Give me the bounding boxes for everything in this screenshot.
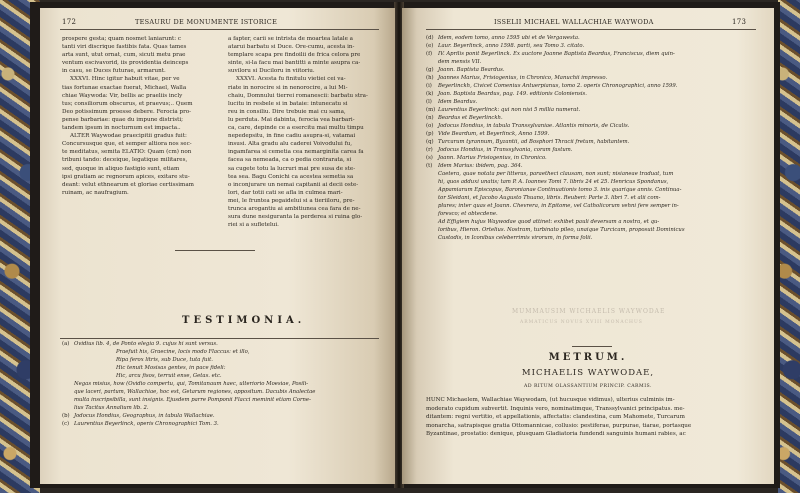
text-line: o inconjurare un nemai capitanii ai decii oste- bbox=[228, 181, 359, 188]
footnote-line bbox=[426, 34, 754, 42]
footnote-line bbox=[62, 348, 380, 356]
footnote-mark: (d) bbox=[426, 35, 434, 41]
footnote-text: Laurentius Beyerlinck: qui non nisi 5 millia numerat. bbox=[438, 107, 581, 113]
footnote-text: Joann. Marius Frisiogenius, in Chronico. bbox=[438, 155, 547, 161]
text-line: riate in norocire si in nenorocire, a lui Mi- bbox=[228, 84, 348, 91]
text-line: XXXVI. Acesta fu finitulu vietiei cei va- bbox=[236, 76, 346, 83]
footnote-mark: (l) bbox=[426, 99, 432, 105]
footnote-line bbox=[426, 170, 754, 178]
footnote-line bbox=[62, 404, 380, 412]
text-line: deant: velut ethnearum et gloriae certissimam bbox=[62, 181, 194, 188]
footnote-mark: (c) bbox=[62, 421, 70, 427]
footnote-line bbox=[426, 210, 754, 218]
footnote-text: Joan. Baptista Beardus, pag. 149. editionis Coloniensis. bbox=[438, 91, 587, 97]
testimonia-heading: TESTIMONIA. bbox=[182, 315, 306, 326]
footnote-line bbox=[426, 130, 754, 138]
text-line: ditantem: regni vertitio, et appellationis, affectatis: clandestina, cum Mahomete, Turcarum bbox=[426, 414, 685, 421]
text-line: templare scapa pre findoilii de frica celora pre bbox=[228, 52, 361, 59]
footnote-text: plures; inter quas et Joann. Chevrera, in Epitome, vel Catholicorum vehni fere semper in- bbox=[438, 203, 679, 209]
romanian-column bbox=[228, 35, 378, 229]
right-page bbox=[402, 8, 774, 484]
text-line: sed, quoque in aliquo fastigio sunt, etiam bbox=[62, 165, 180, 172]
footnote-text: Joann. Baptista Beardus. bbox=[438, 67, 505, 73]
text-line: sinte, si-la facu mai bantitti a minte asupra ca- bbox=[228, 60, 361, 67]
footnote-text: Laur. Beyerlinck, anno 1598. parti, seu Tomo 3. citato. bbox=[438, 43, 585, 49]
footnote-mark: (b) bbox=[62, 413, 70, 419]
footnote-mark: (t) bbox=[426, 163, 433, 169]
footnote-line bbox=[426, 90, 754, 98]
text-line: sa cugete totu la lucruri mai pre susa de ste- bbox=[228, 165, 356, 172]
text-line: trunca arogantiu ai ambitiunea cea fara de ne- bbox=[228, 205, 361, 212]
footnote-text: Praefuit his, Graecine, locis modo Flaccus: et illo, bbox=[116, 349, 250, 355]
footnote-line bbox=[426, 138, 754, 146]
text-line: pense barbariae: quae du impune distristi; bbox=[62, 116, 184, 123]
footnote-text: IV. Aprilis ponit Beyerlinck. Ex auctore Joanne Baptista Beardus, Franciscus, diem quin- bbox=[438, 51, 675, 57]
show-through-text: MUMMAUSIM WICHAELIS WAYWODAE bbox=[512, 308, 666, 315]
footnote-text: que laceri, partum, Wallachiae, hoc est, Getarum regiones, appositum. Dacubis Analectae bbox=[74, 389, 316, 395]
footnote-text: multa inscripsibilla, sunt insignis. Ejusdem parre Pomponii Flacci meminit etiam Corne- bbox=[74, 397, 311, 403]
text-line: facea sa nemeada, ca o pedia contrarata, si bbox=[228, 157, 352, 164]
footnote-line bbox=[426, 178, 754, 186]
footnote-line bbox=[426, 202, 754, 210]
text-line: tandem ipsum in nocturnum est impacta.. bbox=[62, 125, 181, 132]
text-line: suviloru si Duciloru in viitoriu. bbox=[228, 68, 315, 75]
section-divider bbox=[572, 346, 612, 347]
marbled-cover-right bbox=[778, 0, 800, 493]
text-line: XXXVI. Hinc igitur habuit vitae, per ve bbox=[70, 76, 180, 83]
text-line: Concursusque que, et semper altiora nos sec- bbox=[62, 141, 192, 148]
left-page bbox=[40, 8, 395, 484]
text-line: lucitu in resbele si in bataie: intunecatu si bbox=[228, 100, 348, 107]
footnote-mark: (q) bbox=[426, 139, 434, 145]
footnote-line bbox=[426, 106, 754, 114]
footnote-text: Hic, arcu fisos, terruit ense, Getas. etc. bbox=[116, 373, 222, 379]
text-line: te meditatus, semita ELATIO: Quam (cm) non bbox=[62, 149, 192, 156]
text-line: prospere gesta; quam nosmet laniarunt: c bbox=[62, 36, 182, 42]
footnote-mark: (e) bbox=[426, 43, 434, 49]
footnote-text: Ripa ferox litris, sub Duce, tuta fuit. bbox=[116, 357, 213, 363]
footnote-line bbox=[426, 42, 754, 50]
text-line: tribuni tando: deceique, legatique militares, bbox=[62, 157, 188, 164]
footnote-line bbox=[426, 218, 754, 226]
text-line: sura dune nesiguranta la perderea si ruina glo- bbox=[228, 214, 363, 221]
header-rule bbox=[60, 29, 379, 30]
footnote-text: Negas misius, how (Ovidio compertu, qui, Tomitanaum haec, ulteriorio Moesiae, Posili- bbox=[74, 381, 309, 387]
footnote-line bbox=[62, 388, 380, 396]
footnote-text: Jodocus Hondius, in tabula Transsylvaniae. Atlantis minoris, de Cicalis. bbox=[438, 123, 630, 129]
footnote-text: lius Tacitus Annalium lib. 2. bbox=[74, 405, 149, 411]
footnote-line bbox=[62, 420, 380, 428]
footnote-text: Joannes Marius, Frisiogenius, in Chronico, Manuchii impresso. bbox=[438, 75, 608, 81]
footnote-line bbox=[62, 356, 380, 364]
right-page-number: 173 bbox=[732, 18, 747, 26]
metrum-heading: METRUM. bbox=[548, 352, 628, 363]
footnote-line bbox=[426, 154, 754, 162]
footnote-line bbox=[426, 186, 754, 194]
notes-rule bbox=[60, 338, 379, 339]
footnote-text: Idem Beardus. bbox=[438, 99, 478, 105]
text-line: insusi. Alta gradu alu caderei Voivodului fu, bbox=[228, 141, 353, 148]
text-line: tea sea. Bagu Conichi ca acestea semetia sa bbox=[228, 173, 354, 180]
footnote-text: Idem, eodem tomo, anno 1595 ubi et de Vergawesta. bbox=[438, 35, 580, 41]
footnote-text: Vide Beardum, et Beyerlinck, Anno 1599. bbox=[438, 131, 550, 137]
text-line: mei, le fruntea pegaidelui si a tieriiloru, pre- bbox=[228, 197, 355, 204]
footnote-text: Ad Effigiem hujus Waywodae quod attinet: exhibet pauli deversam a nostra, et qu- bbox=[438, 219, 660, 225]
footnote-text: Beyerlinckh, Civicet Comenius Antuerpianus, tomo 2. operis Chronographici, anno 1599. bbox=[438, 83, 678, 89]
header-rule bbox=[426, 29, 756, 30]
footnote-text: Laurentius Beyerlinck, operis Chronographici Tom. 3. bbox=[74, 421, 219, 427]
text-line: atarui barbatu si Duce. Ore-cumu, acesta in- bbox=[228, 44, 355, 51]
right-running-head: ISSELII MICHAEL WALLACHIAE WAYWODA bbox=[494, 18, 654, 26]
footnote-text: Caetera, quae notata per litteras, paraetheci clausam, non sunt; nisianeae traduat, tum bbox=[438, 171, 674, 177]
footnote-text: Jodocus Hondius, in Transsylvania, coram fastum. bbox=[438, 147, 573, 153]
text-line: ipsi gratiam ac regnorum apices, exitare stu- bbox=[62, 173, 190, 180]
text-line: ALTER Waywodae praecipitii gradus fuit: bbox=[70, 133, 187, 140]
latin-column bbox=[62, 35, 225, 197]
footnote-text: Beardus et Beyerlinckh. bbox=[438, 115, 503, 121]
metrum-body bbox=[426, 396, 756, 439]
footnote-line bbox=[426, 146, 754, 154]
footnote-line bbox=[426, 66, 754, 74]
text-line: ca, care, depinde ce a esercitu mai multu timpu bbox=[228, 125, 364, 132]
text-line: monarcha, satrapisque gratia Ottomannicae, collusio: pestiferae, purpurae, tiarae, portasque bbox=[426, 422, 692, 429]
footnote-line bbox=[62, 396, 380, 404]
show-through-text: ARMATICUS NOVUS XVIII MONACHUS bbox=[520, 320, 643, 325]
text-line: chiae Waywoda: Vir, bellis ac praeliis incly bbox=[62, 92, 183, 99]
text-line: arta sunt, utut ornat, cum, sicuti metu prae bbox=[62, 52, 186, 59]
footnote-text: Ovidius lib. 4, de Ponto elegia 9. cujus hi sunt versus. bbox=[74, 341, 218, 347]
footnote-text: tor Sleidani, et Jacobo Augusto Thuano, libris. Reuberi: Parte 3. libri 7. et alii com- bbox=[438, 195, 661, 201]
footnote-mark: (k) bbox=[426, 91, 434, 97]
footnote-line bbox=[62, 340, 380, 348]
footnote-line bbox=[426, 122, 754, 130]
text-line: riei si a sufletelui. bbox=[228, 222, 279, 229]
text-line: lu perduta. Mai dabinta, ferocia vea barbari- bbox=[228, 116, 355, 123]
text-line: tus; consiliorum obscurus, et praevus;.. Quem bbox=[62, 100, 193, 107]
footnote-line bbox=[62, 412, 380, 420]
text-line: chaiu, Domnului tierrei romanescii: barbatu stra- bbox=[228, 92, 368, 99]
footnote-mark: (f) bbox=[426, 51, 433, 57]
text-line: Deo potissimum proesse debere. Ferocia pro- bbox=[62, 108, 192, 115]
footnote-text: dem mensis VII. bbox=[438, 59, 482, 65]
footnote-mark: (m) bbox=[426, 107, 436, 113]
footnote-line bbox=[426, 162, 754, 170]
left-footnotes bbox=[62, 340, 380, 428]
footnote-line bbox=[62, 372, 380, 380]
metrum-subheading: MICHAELIS WAYWODAE, bbox=[521, 368, 655, 378]
footnote-line bbox=[62, 364, 380, 372]
footnote-mark: (r) bbox=[426, 147, 433, 153]
open-book bbox=[30, 2, 780, 488]
text-line: tanti viri discrique fastibis fata. Quas tames bbox=[62, 44, 187, 51]
footnote-line bbox=[62, 380, 380, 388]
text-line: tias fortunae exactae fuerat, Michael, Walla bbox=[62, 84, 187, 91]
footnote-line bbox=[426, 82, 754, 90]
footnote-mark: (o) bbox=[426, 123, 434, 129]
footnote-line bbox=[426, 194, 754, 202]
footnote-line bbox=[426, 58, 754, 66]
section-divider bbox=[175, 250, 255, 251]
left-page-number: 172 bbox=[62, 18, 77, 26]
footnote-line bbox=[426, 226, 754, 234]
left-running-head: TESAURU DE MONUMENTE ISTORICE bbox=[135, 18, 278, 26]
text-line: ruinam, ac naufragium. bbox=[62, 189, 129, 196]
text-line: moderato cupidum subvertit. Inquinis vero, nominatimque, Transsylvanici principatus. me- bbox=[426, 405, 685, 412]
footnote-mark: (g) bbox=[426, 67, 434, 73]
text-line: ventum escivavorid, iis providentia deinceps bbox=[62, 60, 189, 67]
footnote-mark: (p) bbox=[426, 131, 434, 137]
text-line: lori, dar totii cati se afla in culmea mari- bbox=[228, 189, 343, 196]
text-line: Byzantinae, prostatio: denique, plusquam Gladiatoria fundendi sanguinis humani rabies, ac bbox=[426, 431, 686, 438]
footnote-text: foresco; et obtecdene. bbox=[438, 211, 498, 217]
footnote-text: Jodocus Hondius, Geographus, in tabula Wallachiae. bbox=[74, 413, 215, 419]
metrum-caption: AD RITUM OLASSANTIUM PRINCIP. CARMIS. bbox=[524, 384, 652, 389]
right-footnotes bbox=[426, 34, 754, 242]
footnote-mark: (s) bbox=[426, 155, 433, 161]
text-line: reu in consiliu. Dire trebuie mai cu sama, bbox=[228, 108, 346, 115]
footnote-text: Idem Marius: ibidem, pag. 364. bbox=[438, 163, 523, 169]
text-line: in casu, se Duces futurae, armarunt. bbox=[62, 68, 166, 75]
footnote-line bbox=[426, 74, 754, 82]
footnote-line bbox=[426, 50, 754, 58]
footnote-text: Custodis, in Iconibus celeberrimis virorum, in forma folii. bbox=[438, 235, 593, 241]
footnote-text: hi, quos adduxi unatis; tam P. A. Ioannes Tomi 7. libris 24 et 25. Henricus Spondanus, bbox=[438, 179, 669, 185]
footnote-mark: (i) bbox=[426, 83, 432, 89]
footnote-mark: (n) bbox=[426, 115, 434, 121]
footnote-text: Hic tenuit Mosisas gentes, in pace fideli: bbox=[116, 365, 226, 371]
footnote-text: loribus, Hieron. Ortelius. Nostram, turbinato pileo, unaique Turcicam, proposuit Dominicus bbox=[438, 227, 685, 233]
text-line: ingamfarea si cemetia cea nemarginita carea fa bbox=[228, 149, 364, 156]
text-line: HUNC Michaelem, Wallachiae Waywodam, (ut hucusque vidimus), ulterius culminis im- bbox=[426, 397, 675, 403]
footnote-mark: (a) bbox=[62, 341, 70, 347]
footnote-line bbox=[426, 114, 754, 122]
footnote-line bbox=[426, 234, 754, 242]
footnote-line bbox=[426, 98, 754, 106]
text-line: a fapter, carii se intrista de moartea latale a bbox=[228, 36, 354, 42]
footnote-text: Appamiarum Episcopus, Baronianae Continuationis tomo 3. inis quarique annis. Continua- bbox=[438, 187, 682, 193]
footnote-mark: (h) bbox=[426, 75, 434, 81]
text-line: nepedepsitu, in fine cadiu asupra-si, vatamai bbox=[228, 133, 356, 140]
footnote-text: Turcarum tyrannum, Byzantii, ad Bosphori Thracii fretum, habitantem. bbox=[438, 139, 630, 145]
